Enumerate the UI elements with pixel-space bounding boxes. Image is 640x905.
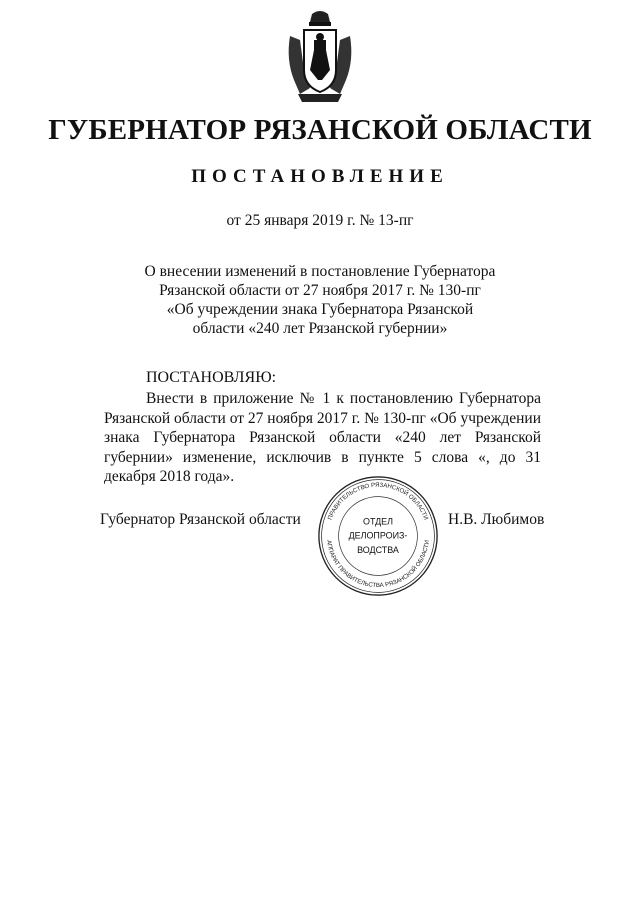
subject-line: Рязанской области от 27 ноября 2017 г. № 130-пг [159,282,481,299]
signatory-title: Губернатор Рязанской области [100,511,301,528]
coat-of-arms-emblem [284,10,356,104]
decree-word: ПОСТАНОВЛЯЮ: [146,369,277,386]
document-date-number: от 25 января 2019 г. № 13-пг [226,212,414,229]
document-body: Внести в приложение № 1 к постановлению Губернатора Рязанской области от 27 ноября 2017 г. № 130-пг «Об учреждении знака Губернатора Рязанской области «240 лет Рязанской губернии» изменение, исключив в пункте 5 слова «, до 31 декабря 2018 года». [104,390,541,485]
seal-line: ОТДЕЛ [363,516,393,527]
document-title: ГУБЕРНАТОР РЯЗАНСКОЙ ОБЛАСТИ [48,114,592,146]
svg-text:ПРАВИТЕЛЬСТВО РЯЗАНСКОЙ ОБЛАСТ [327,482,430,521]
seal-line: ВОДСТВА [357,545,399,556]
subject-line: О внесении изменений в постановление Губернатора [144,263,496,280]
seal-ring-bottom: АППАРАТ ПРАВИТЕЛЬСТВА РЯЗАНСКОЙ ОБЛАСТИ [325,539,431,590]
seal-line: ДЕЛОПРОИЗ- [348,530,408,541]
seal-ring-top: ПРАВИТЕЛЬСТВО РЯЗАНСКОЙ ОБЛАСТИ [326,481,430,521]
subject-line: «Об учреждении знака Губернатора Рязанской [166,301,474,318]
signatory-name: Н.В. Любимов [448,511,545,528]
document-type: ПОСТАНОВЛЕНИЕ [191,166,449,187]
document-subject [120,262,520,338]
official-seal-stamp [316,476,440,596]
subject-line: области «240 лет Рязанской губернии» [192,320,448,337]
